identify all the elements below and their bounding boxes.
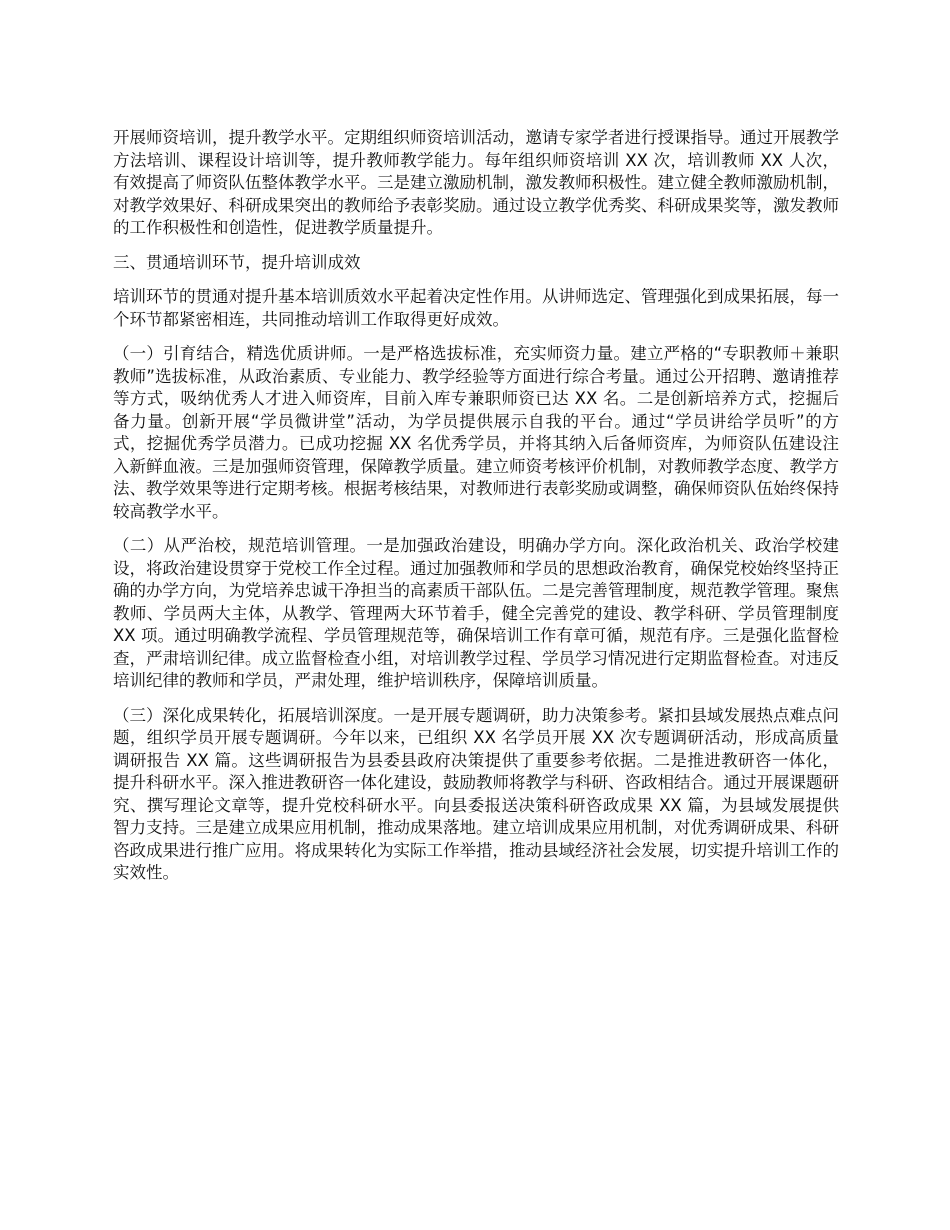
paragraph-section-intro: 培训环节的贯通对提升基本培训质效水平起着决定性作用。从讲师选定、管理强化到成果拓展，每一个环节都紧密相连，共同推动培训工作取得更好成效。 (113, 287, 839, 329)
paragraph-teacher-training: 开展师资培训，提升教学水平。定期组织师资培训活动，邀请专家学者进行授课指导。通过开展教学方法培训、课程设计培训等，提升教师教学能力。每年组织师资培训 XX 次，培训教师 XX 人次，有效提高了师资队伍整体教学水平。三是建立激励机制，激发教师积极性。建立健全教师激励机制，对教学效果好、科研成果突出的教师给予表彰奖励。通过设立教学优秀奖、科研成果奖等，激发教师的工作积极性和创造性，促进教学质量提升。 (113, 128, 839, 237)
paragraph-results-transformation: （三）深化成果转化，拓展培训深度。一是开展专题调研，助力决策参考。紧扣县域发展热点难点问题，组织学员开展专题调研。今年以来，已组织 XX 名学员开展 XX 次专题调研活动，形成高质量调研报告 XX 篇。这些调研报告为县委县政府决策提供了重要参考依据。二是推进教研咨一体化，提升科研水平。深入推进教研咨一体化建设，鼓励教师将教学与科研、咨政相结合。通过开展课题研究、撰写理论文章等，提升党校科研水平。向县委报送决策科研咨政成果 XX 篇，为县域发展提供智力支持。三是建立成果应用机制，推动成果落地。建立培训成果应用机制，对优秀调研成果、科研咨政成果进行推广应用。将成果转化为实际工作举措，推动县域经济社会发展，切实提升培训工作的实效性。 (113, 705, 839, 882)
paragraph-training-management: （二）从严治校，规范培训管理。一是加强政治建设，明确办学方向。深化政治机关、政治学校建设，将政治建设贯穿于党校工作全过程。通过加强教师和学员的思想政治教育，确保党校始终坚持正确的办学方向，为党培养忠诚干净担当的高素质干部队伍。二是完善管理制度，规范教学管理。聚焦教师、学员两大主体，从教学、管理两大环节着手，健全完善党的建设、教学科研、学员管理制度 XX 项。通过明确教学流程、学员管理规范等，确保培训工作有章可循，规范有序。三是强化监督检查，严肃培训纪律。成立监督检查小组，对培训教学过程、学员学习情况进行定期监督检查。对违反培训纪律的教师和学员，严肃处理，维护培训秩序，保障培训质量。 (113, 536, 839, 690)
document-body (113, 127, 839, 897)
paragraph-lecturer-selection: （一）引育结合，精选优质讲师。一是严格选拔标准，充实师资力量。建立严格的“专职教师＋兼职教师”选拔标准，从政治素质、专业能力、教学经验等方面进行综合考量。通过公开招聘、邀请推荐等方式，吸纳优秀人才进入师资库，目前入库专兼职师资已达 XX 名。二是创新培养方式，挖掘后备力量。创新开展“学员微讲堂”活动，为学员提供展示自我的平台。通过“学员讲给学员听”的方式，挖掘优秀学员潜力。已成功挖掘 XX 名优秀学员，并将其纳入后备师资库，为师资队伍建设注入新鲜血液。三是加强师资管理，保障教学质量。建立师资考核评价机制，对教师教学态度、教学方法、教学效果等进行定期考核。根据考核结果，对教师进行表彰奖励或调整，确保师资队伍始终保持较高教学水平。 (113, 344, 839, 521)
section-heading-three: 三、贯通培训环节，提升培训成效 (113, 252, 361, 272)
